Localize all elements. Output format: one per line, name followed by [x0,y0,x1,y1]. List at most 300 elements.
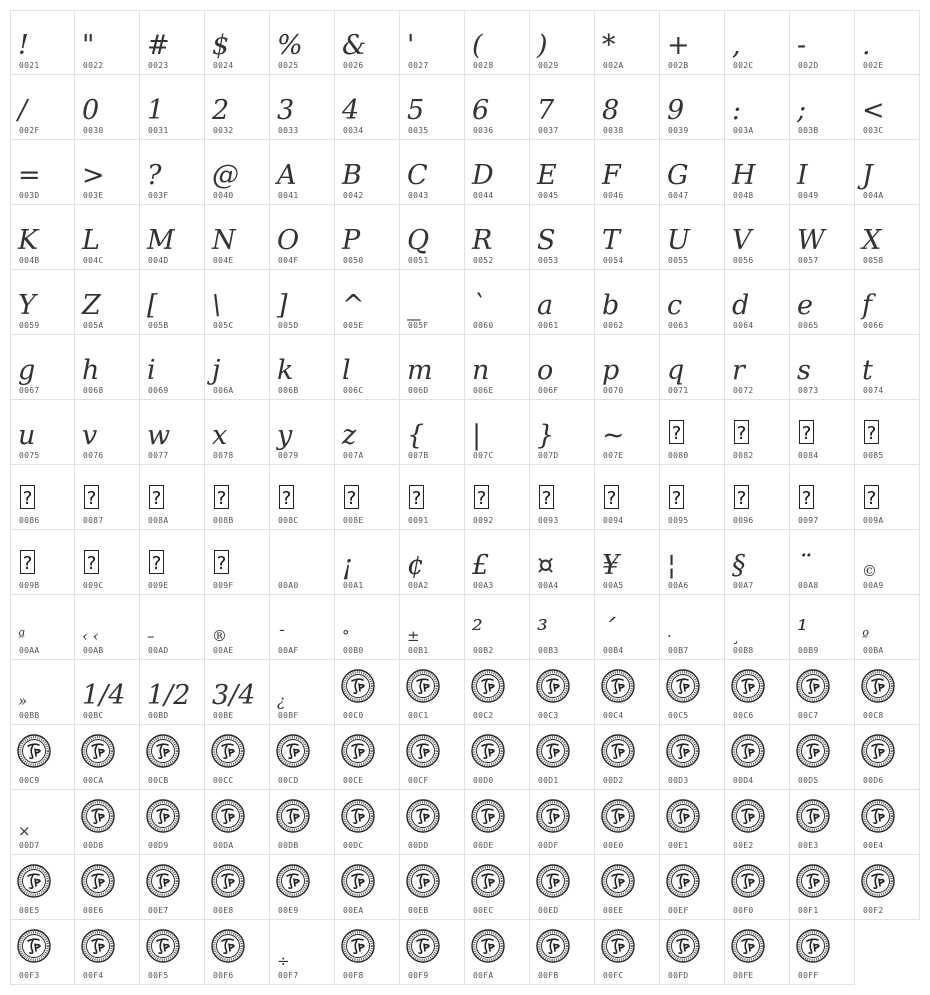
glyph-code: 00CA [83,776,104,785]
glyph-cell [335,75,400,140]
glyph-cell [660,140,725,205]
seal-logo-icon [341,669,375,703]
seal-logo-icon [146,799,180,833]
glyph-cell [790,10,855,75]
seal-logo-icon [211,929,245,963]
glyph-cell [140,335,205,400]
glyph-code: 00E5 [19,906,40,915]
glyph-sample: Y [18,290,36,321]
glyph-code: 007C [473,451,494,460]
glyph-code: 00B2 [473,646,494,655]
glyph-cell [335,855,400,920]
glyph-cell [205,140,270,205]
glyph-code: 00F9 [408,971,429,980]
seal-logo-icon [666,929,700,963]
seal-logo-icon [731,799,765,833]
glyph-sample: – [147,627,155,645]
glyph-cell [790,400,855,465]
glyph-cell [140,75,205,140]
seal-logo-icon [341,734,375,768]
glyph-sample: \ [212,290,222,321]
glyph-cell [660,10,725,75]
glyph-cell [10,10,75,75]
seal-logo-icon [536,734,570,768]
seal-logo-icon [146,929,180,963]
glyph-code: 00E0 [603,841,624,850]
glyph-code: 0077 [148,451,169,460]
glyph-code: 009E [148,581,169,590]
glyph-sample: ¯ [277,627,285,645]
seal-logo-icon [666,669,700,703]
glyph-cell [335,595,400,660]
glyph-sample: x [212,420,228,451]
glyph-code: 00D1 [538,776,559,785]
glyph-code: 0053 [538,256,559,265]
glyph-cell [855,400,920,465]
glyph-cell [335,205,400,270]
missing-glyph-icon [20,485,35,509]
glyph-code: 0074 [863,386,884,395]
glyph-cell [335,725,400,790]
glyph-cell [855,75,920,140]
glyph-sample: ± [407,627,420,645]
glyph-cell [140,725,205,790]
glyph-cell [140,400,205,465]
seal-logo-icon [471,799,505,833]
glyph-cell [595,660,660,725]
seal-logo-icon [731,864,765,898]
glyph-sample: i [147,355,156,386]
seal-logo-icon [796,799,830,833]
missing-glyph-icon [669,485,684,509]
glyph-code: 00DF [538,841,559,850]
seal-logo-icon [81,734,115,768]
seal-logo-icon [796,734,830,768]
glyph-code: 006A [213,386,234,395]
glyph-cell [270,10,335,75]
glyph-sample: % [277,30,303,61]
glyph-code: 0072 [733,386,754,395]
glyph-sample: & [342,30,367,61]
missing-glyph-icon [734,420,749,444]
glyph-code: 00F2 [863,906,884,915]
glyph-sample: d [732,290,750,321]
glyph-sample: ÷ [277,952,290,970]
glyph-code: 009C [83,581,104,590]
glyph-cell [75,855,140,920]
seal-logo-icon [471,929,505,963]
glyph-cell [400,400,465,465]
glyph-code: 00AB [83,646,104,655]
glyph-sample: ) [537,30,548,61]
glyph-code: 0097 [798,516,819,525]
glyph-code: 008C [278,516,299,525]
glyph-code: 0022 [83,61,104,70]
seal-logo-icon [471,734,505,768]
glyph-cell [205,725,270,790]
glyph-sample: ¿ [277,692,286,710]
glyph-code: 0080 [668,451,689,460]
glyph-cell [75,790,140,855]
glyph-code: 00F6 [213,971,234,980]
glyph-cell [790,270,855,335]
glyph-cell [465,205,530,270]
glyph-code: 00B9 [798,646,819,655]
glyph-code: 009F [213,581,234,590]
glyph-cell [790,855,855,920]
glyph-cell [595,465,660,530]
glyph-cell [270,920,335,985]
seal-logo-icon [861,669,895,703]
glyph-cell [725,10,790,75]
glyph-sample: ( [472,30,483,61]
glyph-code: 00A1 [343,581,364,590]
glyph-cell [465,530,530,595]
missing-glyph-icon [864,485,879,509]
seal-logo-icon [796,929,830,963]
glyph-cell [335,140,400,205]
seal-logo-icon [146,734,180,768]
glyph-cell [790,660,855,725]
glyph-sample: ¥ [602,550,620,581]
seal-logo-icon [666,734,700,768]
glyph-cell [335,10,400,75]
glyph-code: 0051 [408,256,429,265]
glyph-code: 0085 [863,451,884,460]
glyph-code: 00B3 [538,646,559,655]
glyph-sample: O [277,225,300,256]
missing-glyph-icon [84,550,99,574]
glyph-cell [595,920,660,985]
glyph-code: 00D8 [83,841,104,850]
seal-logo-icon [17,929,51,963]
glyph-cell [725,140,790,205]
glyph-sample: , [732,30,741,61]
glyph-code: 00D7 [19,841,40,850]
glyph-code: 003C [863,126,884,135]
glyph-code: 00EE [603,906,624,915]
glyph-code: 00E9 [278,906,299,915]
glyph-sample: 3 [277,95,295,126]
glyph-cell [10,205,75,270]
glyph-cell [530,920,595,985]
glyph-sample: ` [472,290,486,321]
glyph-code: 0076 [83,451,104,460]
glyph-cell [725,920,790,985]
glyph-code: 008B [213,516,234,525]
glyph-sample: a [537,290,554,321]
glyph-cell [75,920,140,985]
glyph-code: 0092 [473,516,494,525]
glyph-code: 0038 [603,126,624,135]
seal-logo-icon [406,929,440,963]
glyph-cell [10,140,75,205]
glyph-cell [465,140,530,205]
seal-logo-icon [146,864,180,898]
glyph-cell [660,790,725,855]
glyph-code: 00EA [343,906,364,915]
glyph-cell [855,270,920,335]
seal-logo-icon [861,734,895,768]
glyph-cell [725,335,790,400]
glyph-cell [855,205,920,270]
glyph-sample: I [797,160,808,191]
glyph-sample: < [862,95,885,126]
glyph-cell [725,205,790,270]
glyph-sample: w [147,420,171,451]
glyph-cell [140,140,205,205]
glyph-cell [140,595,205,660]
glyph-code: 006C [343,386,364,395]
glyph-cell [205,660,270,725]
glyph-sample: t [862,355,873,386]
glyph-code: 0060 [473,321,494,330]
glyph-code: 00D0 [473,776,494,785]
glyph-cell [140,10,205,75]
glyph-cell [270,790,335,855]
glyph-code: 00A3 [473,581,494,590]
glyph-cell [400,660,465,725]
glyph-code: 0078 [213,451,234,460]
glyph-sample: h [82,355,100,386]
glyph-cell [660,335,725,400]
glyph-sample: § [732,550,746,581]
glyph-cell [530,725,595,790]
glyph-code: 0036 [473,126,494,135]
glyph-cell [595,530,660,595]
glyph-cell [660,725,725,790]
glyph-cell [595,790,660,855]
glyph-code: 00B1 [408,646,429,655]
glyph-code: 00E7 [148,906,169,915]
glyph-cell [465,920,530,985]
glyph-code: 007B [408,451,429,460]
glyph-cell [595,855,660,920]
glyph-code: 007D [538,451,559,460]
glyph-code: 003D [19,191,40,200]
glyph-code: 0095 [668,516,689,525]
glyph-code: 00C1 [408,711,429,720]
glyph-code: 0035 [408,126,429,135]
glyph-code: 006D [408,386,429,395]
glyph-sample: H [732,160,756,191]
glyph-sample: ! [18,30,29,61]
glyph-code: 003F [148,191,169,200]
glyph-sample: $ [212,30,230,61]
glyph-code: 00A4 [538,581,559,590]
glyph-sample: f [862,290,872,321]
missing-glyph-icon [864,420,879,444]
glyph-sample: F [602,160,621,191]
glyph-cell [10,660,75,725]
glyph-sample: l [342,355,351,386]
glyph-code: 0028 [473,61,494,70]
glyph-code: 00CC [213,776,234,785]
glyph-sample: | [472,420,482,451]
glyph-cell [855,465,920,530]
seal-logo-icon [601,864,635,898]
seal-logo-icon [211,734,245,768]
glyph-code: 0094 [603,516,624,525]
seal-logo-icon [471,669,505,703]
glyph-sample: ¨ [797,550,811,581]
seal-logo-icon [536,864,570,898]
glyph-code: 00E6 [83,906,104,915]
glyph-sample: ´ [602,615,616,646]
glyph-cell [270,270,335,335]
glyph-sample: 7 [537,95,555,126]
glyph-cell [205,920,270,985]
glyph-cell [725,75,790,140]
glyph-sample: 4 [342,95,360,126]
glyph-cell [140,205,205,270]
glyph-code: 008A [148,516,169,525]
glyph-sample: × [18,822,31,840]
glyph-cell [205,10,270,75]
seal-logo-icon [211,799,245,833]
glyph-code: 00DC [343,841,364,850]
glyph-sample: ~ [602,420,625,451]
glyph-cell [790,75,855,140]
glyph-sample: E [537,160,557,191]
glyph-code: 00FB [538,971,559,980]
glyph-sample: ° [342,627,350,645]
glyph-cell [205,530,270,595]
glyph-code: 0063 [668,321,689,330]
glyph-sample: © [862,562,877,580]
glyph-cell [725,270,790,335]
glyph-cell [75,140,140,205]
glyph-code: 00A5 [603,581,624,590]
glyph-code: 007A [343,451,364,460]
glyph-cell [270,465,335,530]
glyph-sample: ¸ [732,627,740,645]
glyph-code: 0027 [408,61,429,70]
glyph-code: 0082 [733,451,754,460]
glyph-cell [660,205,725,270]
glyph-code: 0075 [19,451,40,460]
glyph-code: 0034 [343,126,364,135]
glyph-code: 00BD [148,711,169,720]
glyph-code: 00BE [213,711,234,720]
glyph-code: 0069 [148,386,169,395]
glyph-sample: · [667,627,672,645]
glyph-cell [790,725,855,790]
glyph-sample: 3/4 [212,680,256,711]
glyph-sample: D [472,160,494,191]
glyph-cell [10,920,75,985]
seal-logo-icon [406,864,440,898]
glyph-sample: ¡ [342,550,353,581]
glyph-cell [335,400,400,465]
glyph-code: 005C [213,321,234,330]
glyph-code: 007E [603,451,624,460]
glyph-code: 00E4 [863,841,884,850]
glyph-sample: e [797,290,813,321]
glyph-code: 004A [863,191,884,200]
glyph-cell [790,205,855,270]
glyph-cell [205,790,270,855]
glyph-code: 0042 [343,191,364,200]
glyph-cell [725,400,790,465]
glyph-code: 0066 [863,321,884,330]
glyph-sample: N [212,225,236,256]
glyph-cell [75,530,140,595]
glyph-code: 00CD [278,776,299,785]
glyph-cell [595,75,660,140]
glyph-code: 00A6 [668,581,689,590]
seal-logo-icon [731,929,765,963]
glyph-sample: T [602,225,621,256]
missing-glyph-icon [149,550,164,574]
seal-logo-icon [861,864,895,898]
glyph-sample: . [862,30,871,61]
glyph-sample: ¹ [797,615,808,646]
glyph-sample: r [732,355,745,386]
glyph-cell [75,660,140,725]
glyph-sample: z [342,420,357,451]
glyph-code: 0026 [343,61,364,70]
glyph-cell [595,725,660,790]
glyph-sample: / [18,95,28,126]
glyph-code: 005E [343,321,364,330]
glyph-sample: 0 [82,95,100,126]
glyph-cell [400,10,465,75]
missing-glyph-icon [20,550,35,574]
glyph-cell [855,530,920,595]
glyph-code: 00B4 [603,646,624,655]
glyph-code: 0050 [343,256,364,265]
missing-glyph-icon [474,485,489,509]
glyph-cell [270,140,335,205]
glyph-cell [465,75,530,140]
glyph-code: 00E3 [798,841,819,850]
glyph-sample: p [602,355,620,386]
glyph-code: 0029 [538,61,559,70]
glyph-code: 00BF [278,711,299,720]
glyph-sample: X [862,225,882,256]
glyph-code: 00C0 [343,711,364,720]
seal-logo-icon [406,669,440,703]
glyph-code: 0032 [213,126,234,135]
glyph-code: 00CF [408,776,429,785]
glyph-cell [10,725,75,790]
glyph-code: 0046 [603,191,624,200]
glyph-cell [205,205,270,270]
glyph-cell [725,725,790,790]
glyph-code: 00E1 [668,841,689,850]
glyph-cell [10,855,75,920]
glyph-sample: ] [277,290,288,321]
glyph-code: 0070 [603,386,624,395]
glyph-cell [140,920,205,985]
glyph-cell [530,335,595,400]
glyph-code: 00C5 [668,711,689,720]
glyph-code: 004B [19,256,40,265]
glyph-cell [75,400,140,465]
glyph-code: 002B [668,61,689,70]
glyph-cell [530,140,595,205]
glyph-code: 002C [733,61,754,70]
glyph-cell [10,400,75,465]
glyph-cell [75,205,140,270]
glyph-cell [75,270,140,335]
glyph-cell [270,855,335,920]
missing-glyph-icon [84,485,99,509]
seal-logo-icon [81,864,115,898]
glyph-cell [790,335,855,400]
glyph-cell [205,595,270,660]
